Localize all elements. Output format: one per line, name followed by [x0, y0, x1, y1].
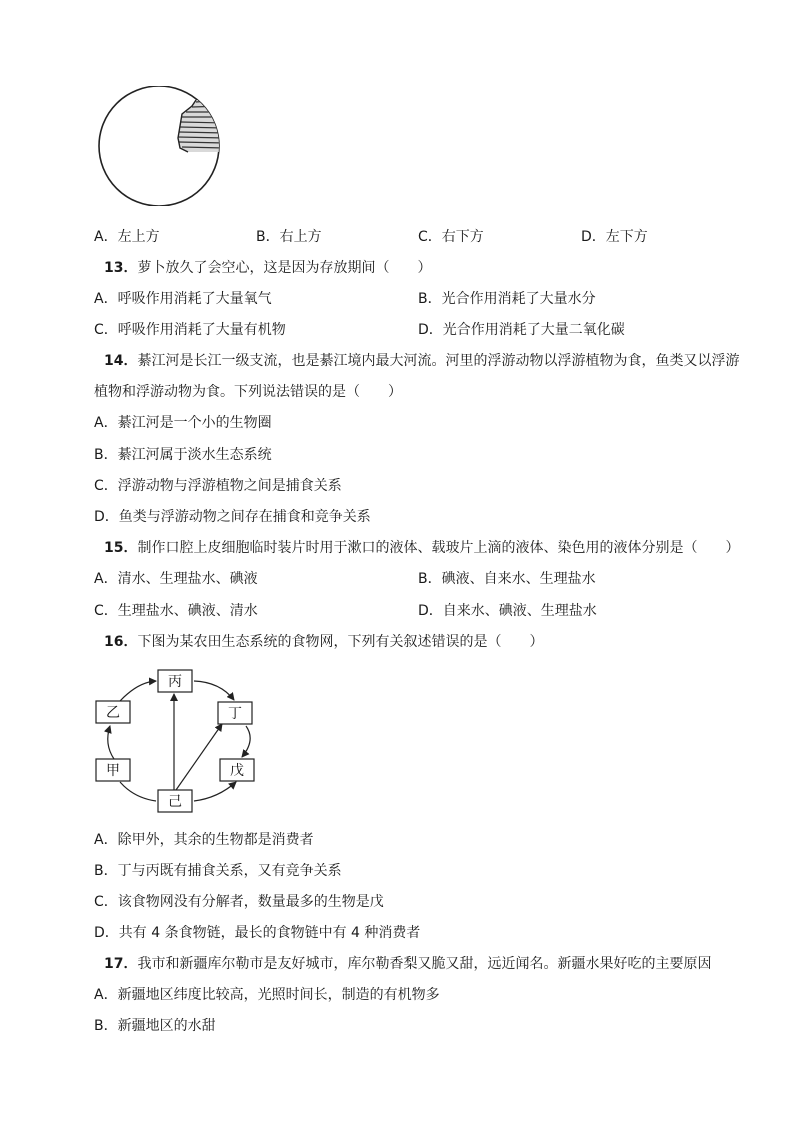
q16-option-c[interactable]: C．该食物网没有分解者，数量最多的生物是戊	[94, 894, 384, 910]
q16-option-a[interactable]: A．除甲外，其余的生物都是消费者	[94, 832, 314, 848]
q14-option-a[interactable]: A．綦江河是一个小的生物圈	[94, 415, 272, 431]
question-number: 17．	[104, 956, 138, 972]
food-web-diagram	[90, 664, 270, 820]
node-ding: 丁	[228, 706, 242, 722]
q17-option-a[interactable]: A．新疆地区纬度比较高，光照时间长，制造的有机物多	[94, 987, 440, 1003]
q14-option-d[interactable]: D．鱼类与浮游动物之间存在捕食和竞争关系	[94, 509, 371, 525]
q13-option-b[interactable]: B．光合作用消耗了大量水分	[418, 291, 596, 307]
q15-option-a[interactable]: A．清水、生理盐水、碘液	[94, 571, 258, 587]
question-stem: 我市和新疆库尔勒市是友好城市，库尔勒香梨又脆又甜，远近闻名。新疆水果好吃的主要原因	[137, 956, 712, 972]
arrow-ji-to-wu	[194, 782, 236, 801]
question-number: 15．	[104, 540, 138, 556]
question-stem: 下图为某农田生态系统的食物网，下列有关叙述错误的是（ ）	[137, 634, 544, 650]
q16-option-b[interactable]: B．丁与丙既有捕食关系，又有竞争关系	[94, 863, 342, 879]
question-number: 14．	[104, 353, 138, 369]
node-yi: 乙	[106, 705, 120, 721]
arrow-bing-to-ding	[194, 681, 234, 700]
question-stem: 制作口腔上皮细胞临时装片时用于漱口的液体、载玻片上滴的液体、染色用的液体分别是（ ）	[137, 540, 740, 556]
node-ji: 己	[168, 794, 182, 810]
q13-option-a[interactable]: A．呼吸作用消耗了大量氧气	[94, 291, 272, 307]
arrow-jia-to-yi	[108, 726, 114, 759]
q15-option-c[interactable]: C．生理盐水、碘液、清水	[94, 603, 258, 619]
q12-option-d[interactable]: D．左下方	[581, 229, 648, 245]
arrow-ji-to-ding	[176, 724, 222, 790]
q13-option-d[interactable]: D．光合作用消耗了大量二氧化碳	[418, 322, 625, 338]
node-wu: 戊	[230, 763, 244, 779]
q15-option-b[interactable]: B．碘液、自来水、生理盐水	[418, 571, 596, 587]
q14-option-c[interactable]: C．浮游动物与浮游植物之间是捕食关系	[94, 478, 342, 494]
q12-option-b[interactable]: B．右上方	[256, 229, 322, 245]
q12-option-a[interactable]: A．左上方	[94, 229, 160, 245]
question-number: 13．	[104, 260, 138, 276]
microscope-field-figure	[96, 86, 224, 206]
arrow-ding-to-wu	[242, 726, 250, 757]
q12-option-c[interactable]: C．右下方	[418, 229, 484, 245]
node-jia: 甲	[106, 763, 120, 779]
q16-option-d[interactable]: D．共有 4 条食物链，最长的食物链中有 4 种消费者	[94, 925, 421, 941]
question-15	[104, 538, 739, 558]
arrow-jia-to-ji	[120, 782, 156, 801]
question-number: 16．	[104, 634, 138, 650]
q17-option-b[interactable]: B．新疆地区的水甜	[94, 1018, 216, 1034]
node-bing: 丙	[168, 674, 182, 690]
q14-option-b[interactable]: B．綦江河属于淡水生态系统	[94, 447, 272, 463]
question-stem: 綦江河是长江一级支流，也是綦江境内最大河流。河里的浮游动物以浮游植物为食，鱼类又以浮游	[137, 353, 740, 369]
question-16	[104, 632, 543, 652]
question-17	[104, 954, 711, 974]
question-14	[104, 351, 739, 371]
q13-option-c[interactable]: C．呼吸作用消耗了大量有机物	[94, 322, 286, 338]
question-13	[104, 258, 431, 278]
question-stem: 萝卜放久了会空心，这是因为存放期间（ ）	[137, 260, 432, 276]
q15-option-d[interactable]: D．自来水、碘液、生理盐水	[418, 603, 597, 619]
arrow-yi-to-bing	[120, 681, 156, 701]
question-14-stem-cont: 植物和浮游动物为食。下列说法错误的是（ ）	[94, 384, 402, 400]
